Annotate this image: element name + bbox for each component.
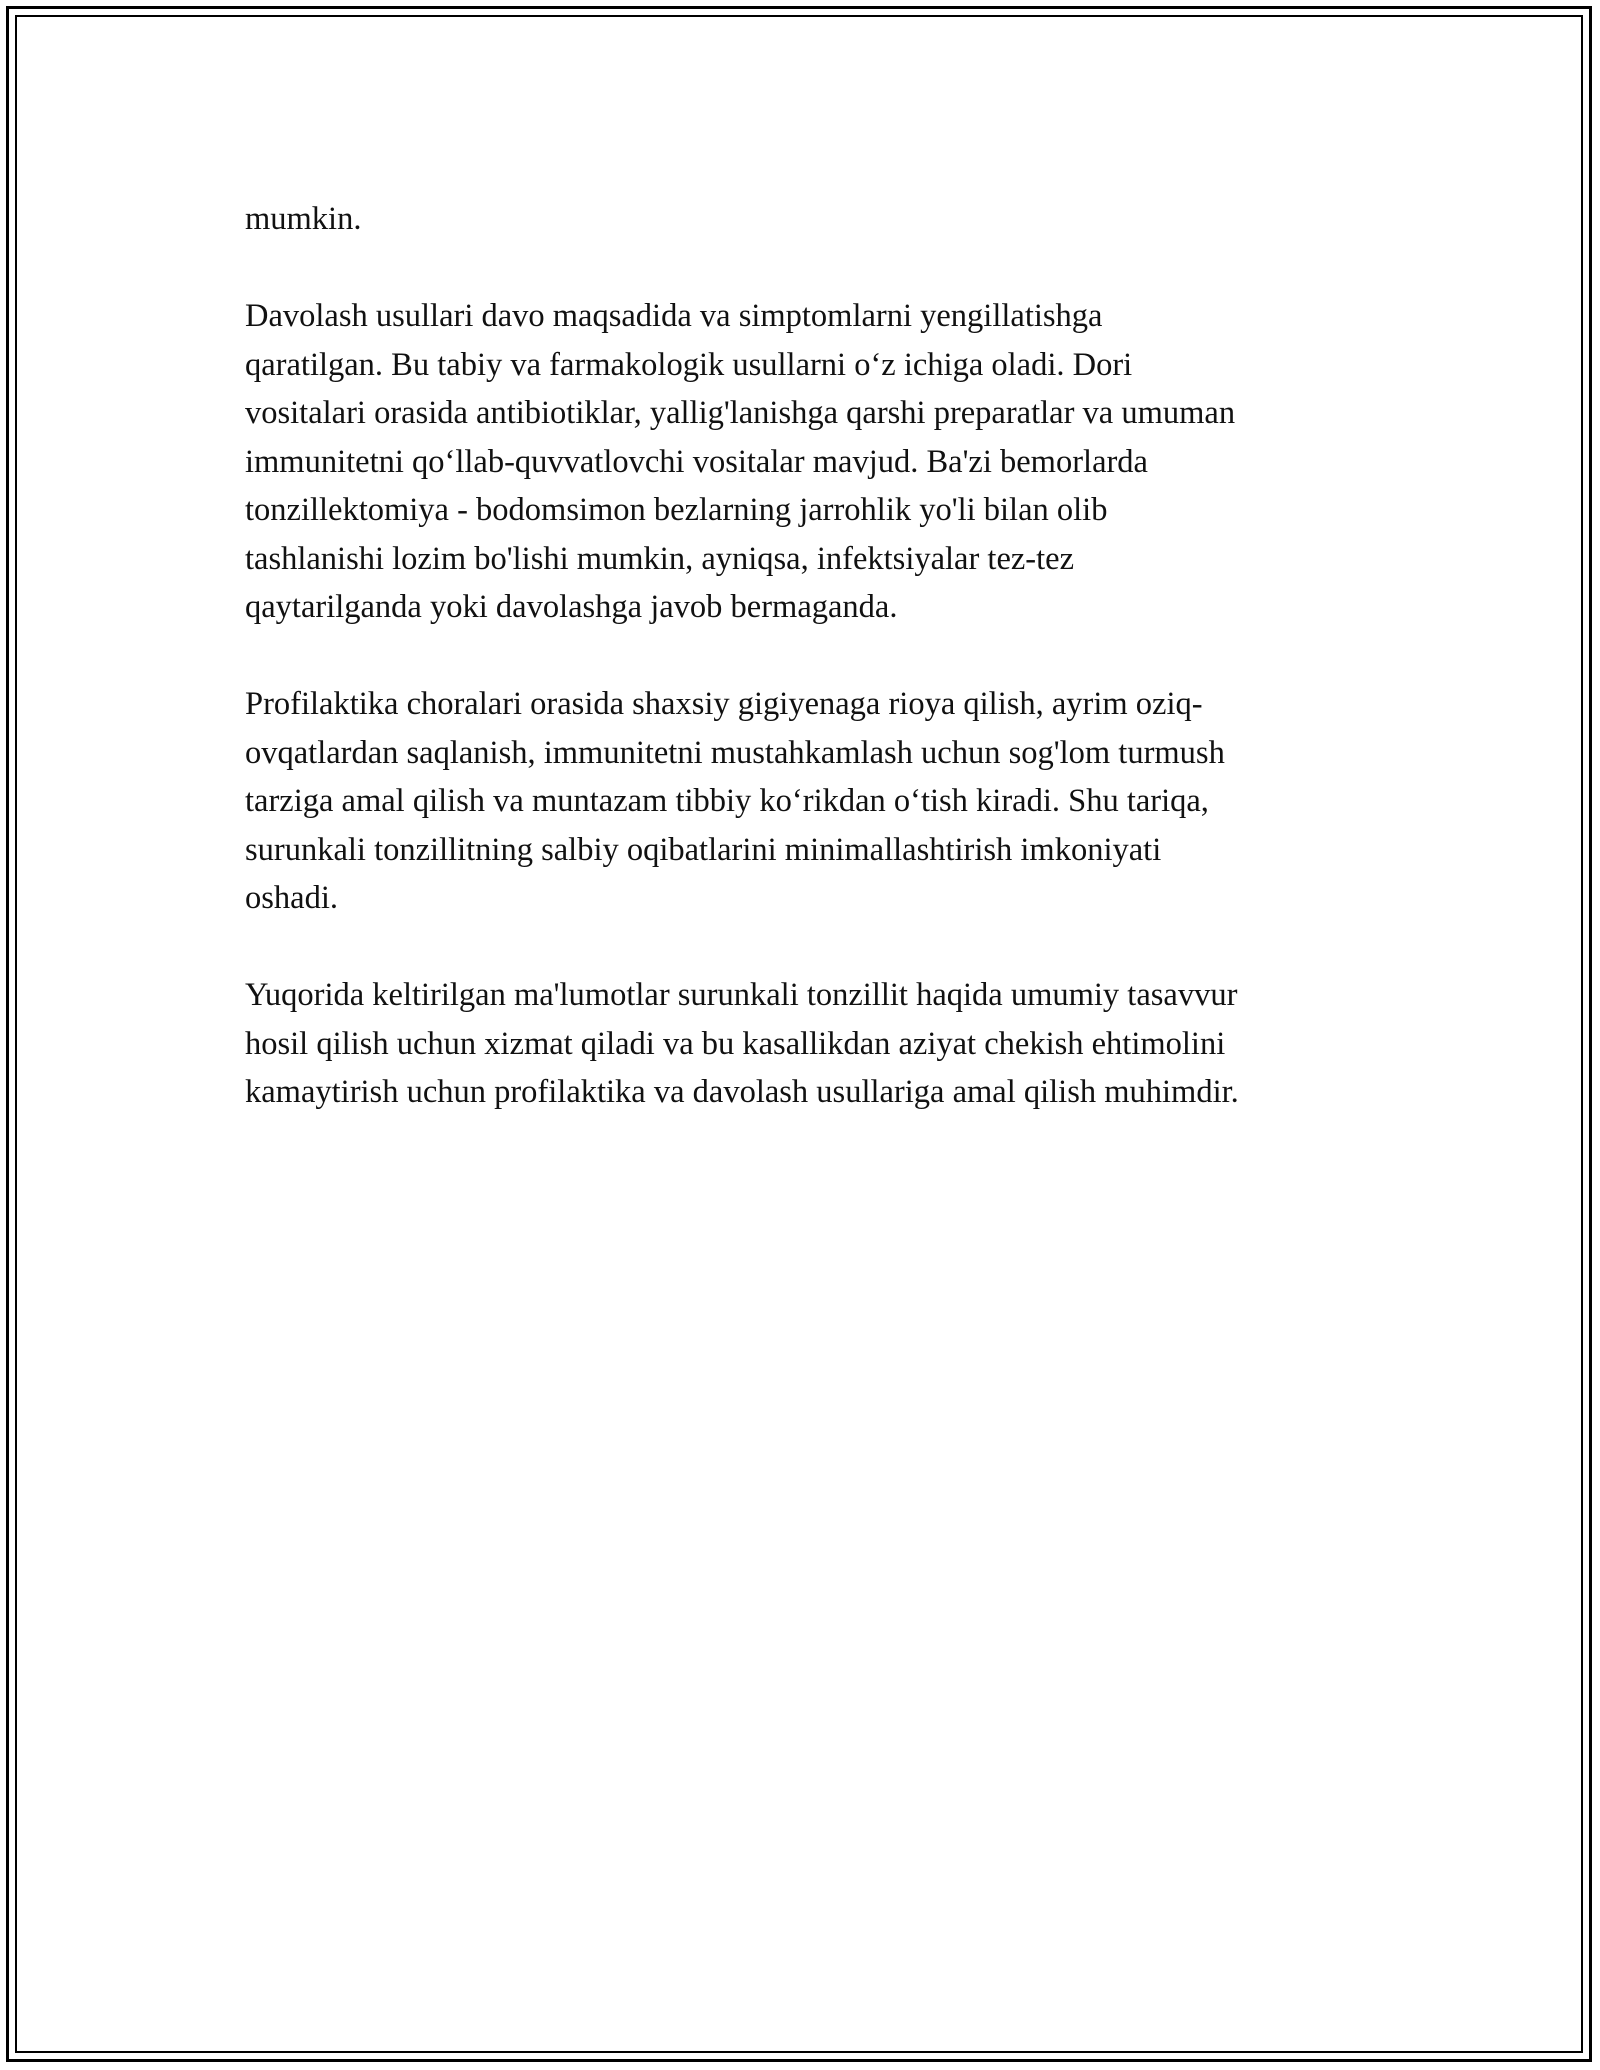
paragraph-conclusion: Yuqorida keltirilgan ma'lumotlar surunkali tonzillit haqida umumiy tasavvur hosil qilish uchun xizmat qiladi va bu kasallikdan aziyat chekish ehtimolini kamaytirish uchun profilaktika va davolash usullariga amal qilish muhimdir. bbox=[245, 977, 1239, 1110]
paragraph-continuation: mumkin. bbox=[245, 201, 362, 237]
paragraph-prevention: Profilaktika choralari orasida shaxsiy gigiyenaga rioya qilish, ayrim oziq- ovqatlardan saqlanish, immunitetni mustahkamlash uchun sog'lom turmush tarziga amal qilish va muntazam tibbiy ko‘rikdan o‘tish kiradi. Shu tariqa, surunkali tonzillitning salbiy oqibatlarini minimallashtirish imkoniyati oshadi. bbox=[245, 686, 1225, 916]
page-border bbox=[6, 6, 1592, 2062]
paragraph-treatment: Davolash usullari davo maqsadida va simptomlarni yengillatishga qaratilgan. Bu tabiy va farmakologik usullarni o‘z ichiga oladi. Dori vositalari orasida antibiotiklar, yallig'lanishga qarshi preparatlar va umuman immunitetni qo‘llab-quvvatlovchi vositalar mavjud. Ba'zi bemorlarda tonzillektomiya - bodomsimon bezlarning jarrohlik yo'li bilan olib tashlanishi lozim bo'lishi mumkin, ayniqsa, infektsiyalar tez-tez qaytarilganda yoki davolashga javob bermaganda. bbox=[245, 298, 1236, 625]
document-body bbox=[245, 195, 1385, 1117]
